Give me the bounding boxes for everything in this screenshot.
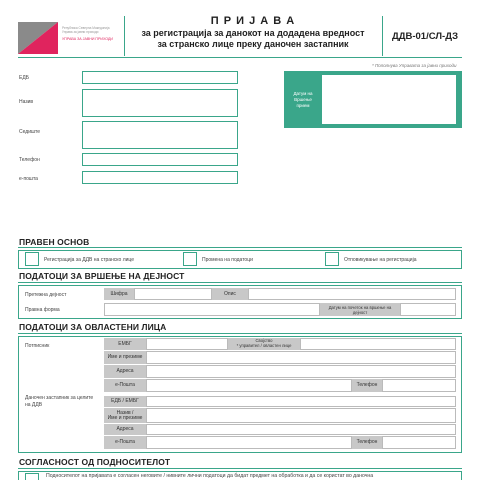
email-label: е-пошта bbox=[19, 176, 38, 182]
logo-line2: Управа за јавни приходи bbox=[62, 30, 99, 34]
name-surname-label: Име и презиме bbox=[104, 351, 146, 364]
date-received-label-2: прием bbox=[296, 103, 310, 108]
header-bottom-line bbox=[18, 57, 462, 58]
seat-input[interactable] bbox=[82, 121, 238, 149]
opt-registration-label: Регистрација за ДДВ на странско лице bbox=[44, 257, 135, 263]
date-received-label-mid: Вршење bbox=[294, 97, 312, 102]
capacity-sub-text: * управител / овластен лице bbox=[236, 343, 292, 348]
address-input[interactable] bbox=[146, 365, 456, 378]
activity-title: ПОДАТОЦИ ЗА ВРШЕЊЕ НА ДЕЈНОСТ bbox=[19, 271, 185, 281]
opt-registration-checkbox[interactable] bbox=[25, 252, 39, 266]
capacity-label bbox=[228, 338, 300, 350]
tax-rep-label: Даночен застапник за целите на ДДВ bbox=[25, 395, 94, 408]
rep-email-label: е-Пошта bbox=[104, 436, 146, 449]
description-label: Опис bbox=[212, 288, 248, 300]
form-subtitle-1: за регистрација за данокот на додадена вредност bbox=[141, 28, 365, 38]
address-label: Адреса bbox=[104, 365, 146, 378]
legal-form-label: Правна форма bbox=[25, 307, 60, 313]
legal-form-input[interactable] bbox=[104, 303, 320, 316]
edb-label: ЕДБ bbox=[19, 75, 30, 81]
rep-phone-input[interactable] bbox=[382, 436, 456, 449]
signatory-email-input[interactable] bbox=[146, 379, 352, 392]
embg-input[interactable] bbox=[146, 338, 228, 350]
rep-address-label: Адреса bbox=[104, 424, 146, 435]
consent-rule bbox=[18, 468, 462, 469]
logo-text bbox=[62, 26, 110, 34]
email-input[interactable] bbox=[82, 171, 238, 184]
signatory-email-label: е-Пошта bbox=[104, 379, 146, 392]
activity-rule bbox=[18, 282, 462, 283]
name-label: Назив bbox=[19, 99, 34, 105]
logo-icon bbox=[18, 22, 58, 54]
legal-basis-rule bbox=[18, 247, 462, 248]
form-title: П Р И Ј А В А bbox=[210, 15, 296, 27]
capacity-input[interactable] bbox=[300, 338, 456, 350]
opt-change-checkbox[interactable] bbox=[183, 252, 197, 266]
name-input[interactable] bbox=[82, 89, 238, 117]
office-use-note: * Пополнува Управата за јавни приходи bbox=[372, 63, 457, 68]
authorized-rule bbox=[18, 333, 462, 334]
form-subtitle-2: за странско лице преку даночен застапник bbox=[157, 39, 349, 49]
edb-embg-input[interactable] bbox=[146, 396, 456, 407]
main-activity-label: Претежна дејност bbox=[25, 292, 67, 298]
consent-title: СОГЛАСНОСТ ОД ПОДНОСИТЕЛОТ bbox=[19, 457, 171, 467]
rep-name-label-1: Назив / bbox=[116, 409, 134, 416]
rep-email-input[interactable] bbox=[146, 436, 352, 449]
seat-label: Седиште bbox=[19, 129, 41, 135]
form-code: ДДВ-01/СЛ-ДЗ bbox=[391, 31, 459, 42]
description-input[interactable] bbox=[248, 288, 456, 300]
start-date-label: Датум на почеток на вршење на дејност bbox=[320, 303, 400, 316]
edb-embg-label: ЕДБ / ЕМБГ bbox=[104, 396, 146, 407]
signatory-label: Потписник bbox=[25, 343, 50, 349]
authorized-title: ПОДАТОЦИ ЗА ОВЛАСТЕНИ ЛИЦА bbox=[19, 322, 167, 332]
name-surname-input[interactable] bbox=[146, 351, 456, 364]
capacity-label-text: Својство bbox=[255, 338, 273, 344]
rep-name-label-2: Име и презиме bbox=[107, 414, 143, 421]
rep-name-label bbox=[104, 408, 146, 423]
consent-text: Подносителот на пријавата е согласен неговите / нивните лични податоци да бидат предмет на обработка и да се користат во даночна bbox=[46, 473, 374, 479]
code-input[interactable] bbox=[134, 288, 212, 300]
header-divider-right bbox=[382, 16, 383, 56]
rep-address-input[interactable] bbox=[146, 424, 456, 435]
consent-checkbox[interactable] bbox=[25, 473, 39, 480]
phone-input[interactable] bbox=[82, 153, 238, 166]
code-label: Шифра bbox=[104, 288, 134, 300]
date-received-input[interactable] bbox=[322, 75, 456, 124]
legal-basis-title: ПРАВЕН ОСНОВ bbox=[19, 237, 90, 247]
rep-phone-label: Телефон bbox=[352, 436, 382, 449]
date-received-label-1: Датум на bbox=[293, 91, 313, 96]
agency-logo bbox=[18, 22, 58, 54]
opt-revoke-label: Отповикување на регистрација bbox=[344, 257, 417, 263]
header bbox=[0, 0, 480, 62]
signatory-phone-input[interactable] bbox=[382, 379, 456, 392]
opt-change-label: Промена на податоци bbox=[202, 257, 253, 263]
edb-input[interactable] bbox=[82, 71, 238, 84]
phone-label: Телефон bbox=[19, 157, 40, 163]
opt-revoke-checkbox[interactable] bbox=[325, 252, 339, 266]
signatory-phone-label: Телефон bbox=[352, 379, 382, 392]
date-received-box bbox=[284, 71, 462, 128]
embg-label: ЕМБГ bbox=[104, 338, 146, 350]
logo-line1: Република Северна Македонија bbox=[62, 26, 110, 30]
logo-agency-name: УПРАВА ЗА ЈАВНИ ПРИХОДИ bbox=[62, 37, 113, 41]
rep-name-input[interactable] bbox=[146, 408, 456, 423]
date-received-label bbox=[286, 91, 320, 109]
start-date-input[interactable] bbox=[400, 303, 456, 316]
